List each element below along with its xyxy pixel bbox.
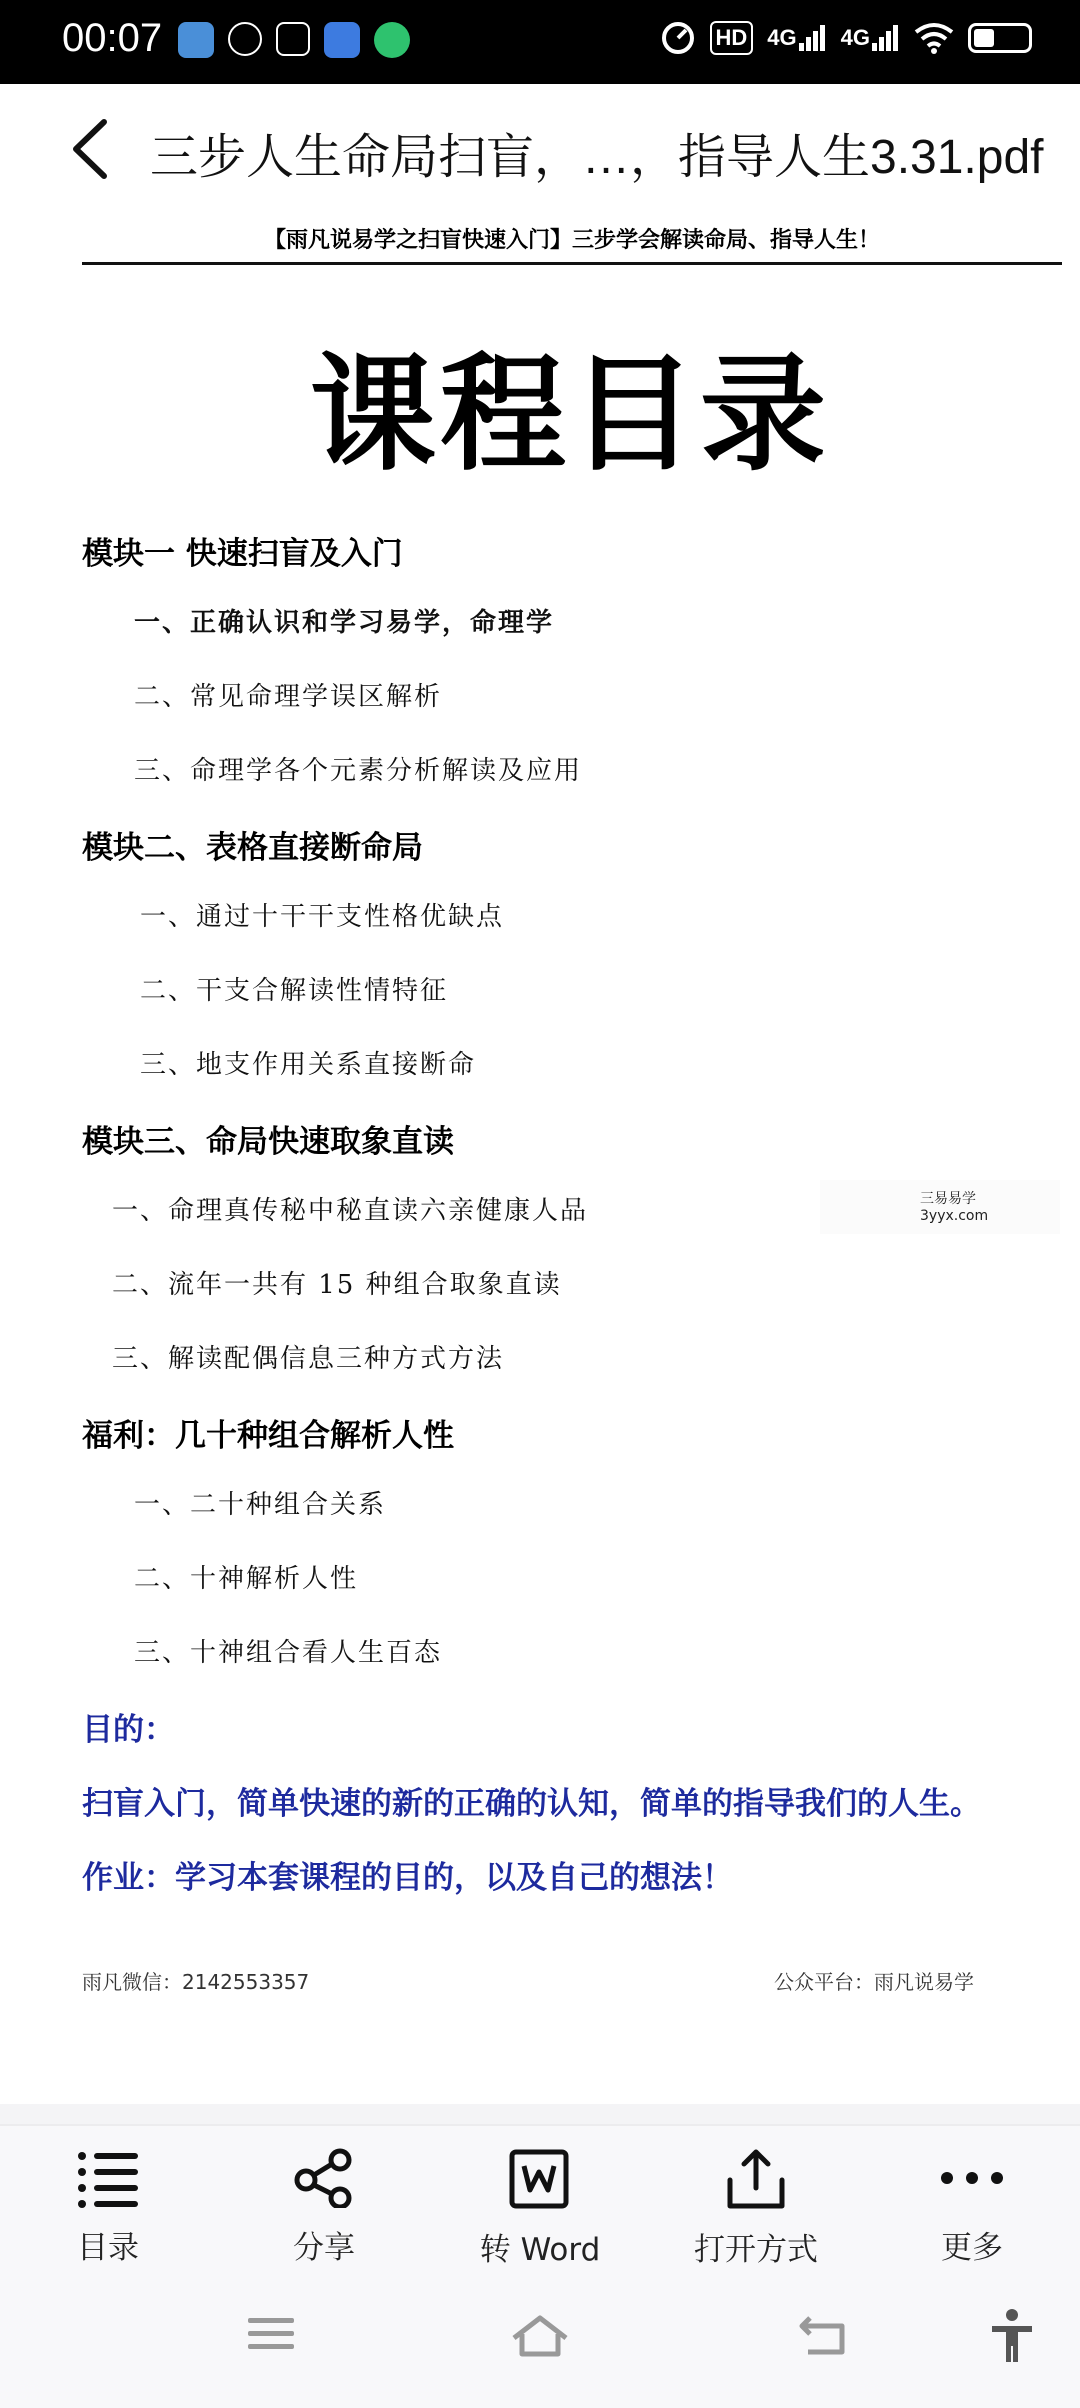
- pdf-page[interactable]: [0, 214, 1080, 2104]
- course-catalog-title: 课程目录: [310, 340, 830, 488]
- footer-wechat: 雨凡微信：2142553357: [82, 1970, 310, 1994]
- catalog-label: 目录: [77, 2230, 139, 2266]
- network-type-label: 4G: [840, 25, 870, 50]
- bottom-toolbar: [0, 2124, 1080, 2276]
- app-green-icon: [374, 22, 410, 58]
- status-bar: [0, 0, 1080, 84]
- document-header-bar: [0, 84, 1080, 216]
- open-with-icon: [724, 2148, 788, 2210]
- back-button[interactable]: [62, 116, 122, 182]
- app-notification-icon: [178, 22, 214, 58]
- module-2-item-2: 二、干支合解读性情特征: [140, 976, 449, 1006]
- module-2-title: 模块二、表格直接断命局: [82, 830, 423, 866]
- share-icon: [292, 2148, 356, 2208]
- more-icon: [937, 2148, 1007, 2208]
- menu-icon: [246, 2314, 296, 2354]
- module-2-item-3: 三、地支作用关系直接断命: [140, 1050, 477, 1080]
- purpose-label: 目的：: [82, 1712, 175, 1748]
- document-title: 三步人生命局扫盲，…，指导人生3.31.pdf: [150, 131, 1044, 184]
- back-nav-button[interactable]: [798, 2314, 850, 2362]
- recents-button[interactable]: [246, 2314, 296, 2358]
- network-type-label: 4G: [767, 25, 797, 50]
- signal-4g-2-icon: [841, 18, 900, 58]
- watermark-line-2: 3yyx.com: [920, 1208, 989, 1224]
- module-1-item-2: 二、常见命理学误区解析: [134, 682, 443, 712]
- module-1-title: 模块一 快速扫盲及入门: [82, 536, 403, 572]
- purpose-text: 扫盲入门，简单快速的新的正确的认知，简单的指导我们的人生。: [82, 1786, 981, 1822]
- module-3-item-1: 一、命理真传秘中秘直读六亲健康人品: [112, 1196, 589, 1226]
- module-3-title: 模块三、命局快速取象直读: [82, 1124, 454, 1160]
- footer-platform: 公众平台：雨凡说易学: [774, 1970, 974, 1994]
- status-time: 00:07: [62, 16, 163, 60]
- bonus-item-3: 三、十神组合看人生百态: [134, 1638, 443, 1668]
- notification-icons: [178, 22, 410, 58]
- open-with-button[interactable]: [666, 2148, 846, 2269]
- battery-icon: [968, 23, 1032, 53]
- bonus-item-2: 二、十神解析人性: [134, 1564, 359, 1594]
- catalog-button[interactable]: [18, 2148, 198, 2267]
- speed-icon: [660, 18, 696, 58]
- signal-4g-1-icon: [767, 18, 826, 58]
- watermark-line-1: 三易易学: [920, 1191, 976, 1207]
- running-header: 【雨凡说易学之扫盲快速入门】三步学会解读命局、指导人生！: [82, 218, 1062, 265]
- baidu-icon: [324, 22, 360, 58]
- module-1-item-3: 三、命理学各个元素分析解读及应用: [134, 756, 583, 786]
- home-icon: [510, 2314, 570, 2358]
- convert-word-button[interactable]: [450, 2148, 630, 2269]
- back-arrow-icon: [798, 2314, 850, 2358]
- word-icon: [508, 2148, 572, 2210]
- chevron-left-icon: [62, 116, 122, 182]
- home-button[interactable]: [510, 2314, 570, 2362]
- open-with-label: 打开方式: [694, 2232, 818, 2268]
- system-nav-bar: [0, 2274, 1080, 2408]
- homework-text: 作业：学习本套课程的目的，以及自己的想法！: [82, 1860, 733, 1896]
- list-icon: [76, 2148, 140, 2208]
- convert-word-label: 转 Word: [479, 2232, 601, 2268]
- bonus-title: 福利：几十种组合解析人性: [82, 1418, 454, 1454]
- share-button[interactable]: [234, 2148, 414, 2267]
- watermark: [820, 1180, 1060, 1234]
- hd-icon: HD: [710, 21, 754, 55]
- wifi-icon: [914, 18, 954, 58]
- storage-warning-icon: [276, 22, 310, 56]
- status-indicators: [660, 18, 1033, 58]
- bonus-item-1: 一、二十种组合关系: [134, 1490, 387, 1520]
- accessibility-icon: [988, 2308, 1036, 2364]
- module-1-item-1: 一、正确认识和学习易学，命理学: [134, 608, 555, 638]
- share-label: 分享: [293, 2230, 355, 2266]
- accessibility-button[interactable]: [988, 2308, 1036, 2368]
- module-2-item-1: 一、通过十干干支性格优缺点: [140, 902, 505, 932]
- module-3-item-3: 三、解读配偶信息三种方式方法: [112, 1344, 505, 1374]
- more-label: 更多: [941, 2230, 1003, 2266]
- module-3-item-2: 二、流年一共有 15 种组合取象直读: [112, 1270, 562, 1300]
- wechat-icon: [228, 22, 262, 56]
- more-button[interactable]: [882, 2148, 1062, 2267]
